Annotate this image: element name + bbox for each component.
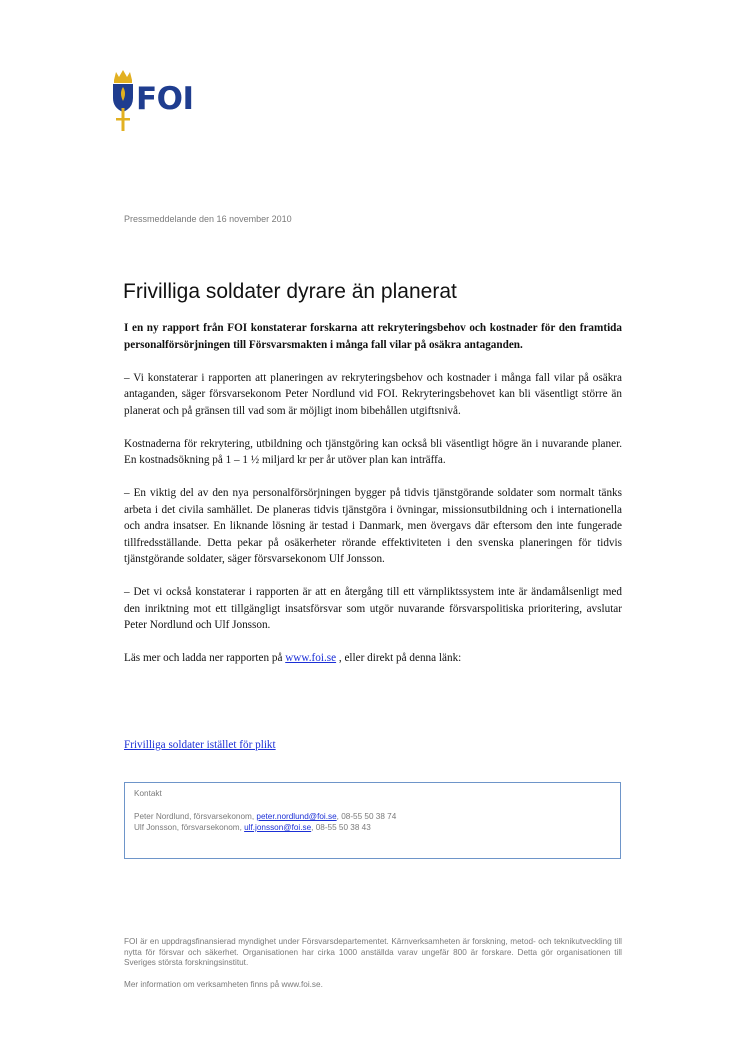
footer-about: FOI är en uppdragsfinansierad myndighet under Försvarsdepartementet. Kärnverksamheten är forskning, metod- och teknikutveckling till nytta för försvar och säkerhet. Organisationen har cirka 1000 anställda varav ungefär 800 är forskare. Detta gör organisationen till Sveriges största forskningsinstitut. <box>124 937 622 967</box>
contact-phone: , 08-55 50 38 43 <box>311 823 371 832</box>
report-link[interactable]: Frivilliga soldater istället för plikt <box>124 739 276 751</box>
read-more-prefix: Läs mer och ladda ner rapporten på <box>124 652 286 664</box>
contact-name: Ulf Jonsson, försvarsekonom, <box>134 823 245 832</box>
contact-line <box>134 812 396 821</box>
contact-name: Peter Nordlund, försvarsekonom, <box>134 812 257 821</box>
contact-email-link[interactable]: peter.nordlund@foi.se <box>256 812 337 821</box>
contact-phone: , 08-55 50 38 74 <box>336 812 397 821</box>
read-more-suffix: , eller direkt på denna länk: <box>336 652 462 664</box>
body-paragraph: – Vi konstaterar i rapporten att planeringen av rekryteringsbehov och kostnader i många fall vilar på osäkra antaganden, säger försvarsekonom Peter Nordlund vid FOI. Rekryteringsbehovet kan bli väsentligt större än planerat och på gränsen till vad som är möjligt inom bibehållen utgiftsnivå. <box>124 371 622 417</box>
body-paragraph: – Det vi också konstaterar i rapporten är att en återgång till ett värnpliktssystem inte är ändamålsenligt med den inriktning mot ett tillgängligt insatsförsvar som utgör nuvarande försvarspolitiska prioritering, avslutar Peter Nordlund och Ulf Jonsson. <box>124 586 622 631</box>
logo-wordmark: FOI <box>136 81 194 117</box>
report-link-line <box>124 739 276 751</box>
foi-logo <box>108 68 208 134</box>
page-title: Frivilliga soldater dyrare än planerat <box>123 280 457 303</box>
crown-torch-icon <box>108 68 138 134</box>
contact-email-link[interactable]: ulf.jonsson@foi.se <box>244 823 312 832</box>
lead-paragraph: I en ny rapport från FOI konstaterar forskarna att rekryteringsbehov och kostnader för den framtida personalförsörjningen till Försvarsmakten i många fall vilar på osäkra antaganden. <box>124 322 622 351</box>
body-paragraph: Kostnaderna för rekrytering, utbildning och tjänstgöring kan också bli väsentligt högre än i nuvarande planer. En kostnadsökning på 1 – 1 ½ miljard kr per år utöver plan kan inträffa. <box>124 437 622 466</box>
footer <box>124 937 622 1001</box>
press-release-date: Pressmeddelande den 16 november 2010 <box>124 214 292 224</box>
article-body <box>124 320 622 683</box>
foi-website-link[interactable]: www.foi.se <box>285 652 337 664</box>
contact-line <box>134 823 371 832</box>
contact-box <box>124 782 621 859</box>
read-more-paragraph <box>124 650 622 667</box>
contact-heading: Kontakt <box>134 789 162 798</box>
footer-more-info: Mer information om verksamheten finns på www.foi.se. <box>124 979 323 989</box>
body-paragraph: – En viktig del av den nya personalförsörjningen bygger på tidvis tjänstgörande soldater som normalt tänks arbeta i det civila samhället. De planeras tidvis tjänstgöra i övningar, missionsutbildning och i internationella och andra insatser. En liknande lösning är testad i Danmark, men övergavs där eftersom den inte fungerade tillfredsställande. Detta pekar på osäkerheter rörande effektiviteten i den svenska planeringen för tidvis tjänstgörande soldater, säger försvarsekonom Ulf Jonsson. <box>124 487 622 565</box>
